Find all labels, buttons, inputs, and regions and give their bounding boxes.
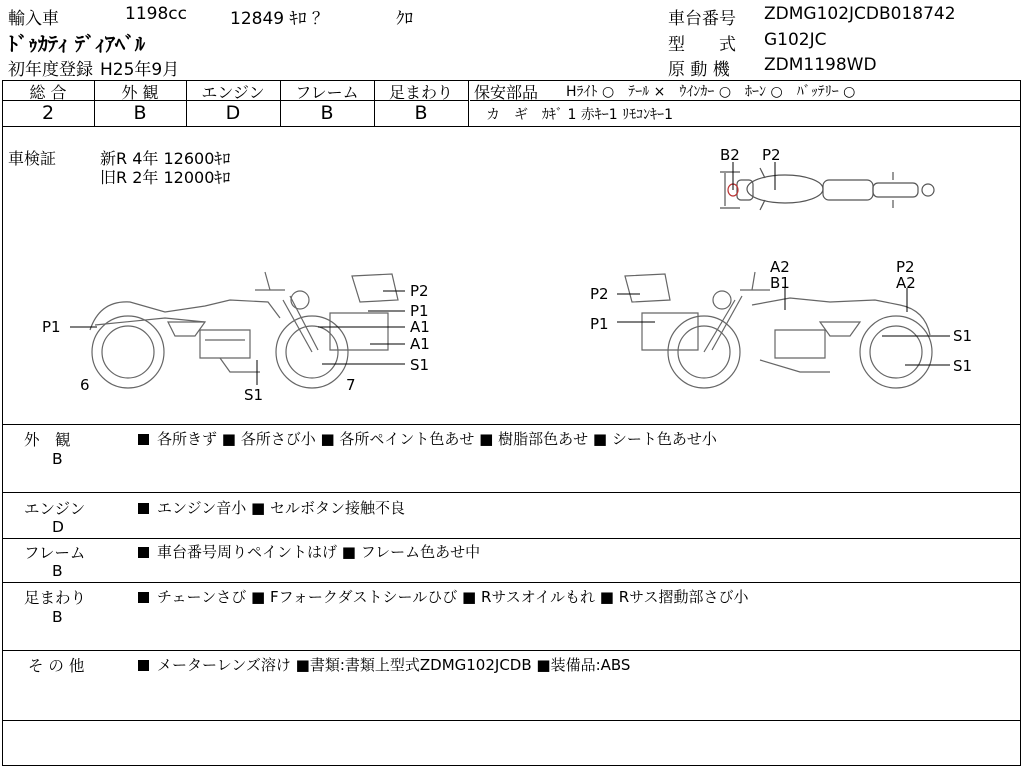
bullet-icon — [138, 503, 149, 514]
diagram-label: 7 — [346, 376, 356, 394]
diagram-label: P2 — [762, 146, 781, 164]
grade-engine: D — [225, 102, 241, 124]
diagram-label: A2 — [770, 258, 790, 276]
registration-label: 初年度登録 — [8, 60, 93, 80]
inspection-new: 新R 4年 12600ｷﾛ — [100, 149, 231, 168]
section-title-suspension: 足まわり — [24, 589, 87, 607]
diagram-label: S1 — [410, 356, 430, 374]
grade-header-engine: エンジン — [201, 83, 265, 102]
keys-info: カ ギ ｶｷﾞ 1 赤ｷｰ1 ﾘﾓｺﾝｷｰ1 — [486, 107, 674, 123]
grade-header-overall: 総 合 — [29, 83, 67, 102]
section-title-frame: フレーム — [24, 544, 86, 562]
section-grade-exterior: B — [52, 450, 63, 468]
bullet-icon — [138, 434, 149, 445]
diagram-label: P2 — [896, 258, 915, 276]
safety-parts-label: 保安部品 — [474, 83, 539, 102]
section-text-suspension: チェーンさび ■ Fフォークダストシールひび ■ Rサスオイルもれ ■ Rサス摺動部さび小 — [138, 586, 749, 607]
frame-number: ZDMG102JCDB018742 — [764, 4, 956, 24]
diagram-label: P2 — [410, 282, 429, 300]
mileage: 12849 ｷﾛ ？ — [230, 9, 329, 29]
import-label: 輸入車 — [8, 9, 59, 29]
motorcycle-diagrams — [0, 140, 1024, 410]
model-label: 型 式 — [668, 35, 736, 55]
diagram-label: A2 — [896, 274, 916, 292]
bike-name: ﾄﾞｩｶﾃｨ ﾃﾞｨｱﾍﾞﾙ — [8, 32, 145, 56]
section-grade-frame: B — [52, 562, 63, 580]
grid-bottom-line — [2, 126, 1021, 127]
frame-number-label: 車台番号 — [668, 9, 736, 29]
grade-frame: B — [320, 102, 334, 124]
safety-parts-status: Hﾗｲﾄ ○ ﾃｰﾙ × ｳｲﾝｶｰ ○ ﾎｰﾝ ○ ﾊﾞｯﾃﾘｰ ○ — [566, 84, 856, 100]
bullet-icon — [138, 660, 149, 671]
section-text-exterior: 各所きず ■ 各所さび小 ■ 各所ペイント色あせ ■ 樹脂部色あせ ■ シート色あせ小 — [138, 428, 717, 449]
color: ｸﾛ — [396, 9, 413, 29]
section-grade-engine: D — [52, 518, 64, 536]
diagram-label: P1 — [42, 318, 61, 336]
grade-header-exterior: 外 観 — [121, 83, 159, 102]
diagram-label: S1 — [953, 357, 973, 375]
section-grade-suspension: B — [52, 608, 63, 626]
grade-header-suspension: 足まわり — [388, 83, 453, 102]
diagram-label: A1 — [410, 318, 430, 336]
registration-value: H25年9月 — [100, 60, 180, 80]
engine-label: 原 動 機 — [668, 60, 730, 80]
grade-suspension: B — [414, 102, 428, 124]
section-title-engine: エンジン — [24, 500, 86, 518]
bullet-icon — [138, 592, 149, 603]
model-value: G102JC — [764, 30, 827, 50]
diagram-label: S1 — [244, 386, 264, 404]
left-side-motorcycle-icon — [90, 272, 398, 388]
diagram-label: P1 — [590, 315, 609, 333]
diagram-label: A1 — [410, 335, 430, 353]
inspection-label: 車検証 — [8, 149, 57, 168]
section-text-frame: 車台番号周りペイントはげ ■ フレーム色あせ中 — [138, 541, 480, 562]
section-title-exterior: 外 観 — [24, 431, 71, 449]
top-view-motorcycle-icon — [720, 168, 934, 210]
diagram-label: S1 — [953, 327, 973, 345]
diagram-label: B1 — [770, 274, 790, 292]
grade-exterior: B — [133, 102, 147, 124]
section-text-other: メーターレンズ溶け ■書類:書類上型式ZDMG102JCDB ■装備品:ABS — [138, 654, 630, 675]
bullet-icon — [138, 547, 149, 558]
displacement: 1198cc — [125, 4, 187, 24]
grade-overall: 2 — [41, 102, 55, 124]
section-title-other: そ の 他 — [28, 657, 85, 675]
grade-header-frame: フレーム — [295, 83, 359, 102]
diagram-label: P2 — [590, 285, 609, 303]
damage-label-group — [42, 146, 972, 404]
diagram-label: P1 — [410, 302, 429, 320]
diagram-label: 6 — [80, 376, 90, 394]
engine-code: ZDM1198WD — [764, 55, 877, 75]
diagram-label: B2 — [720, 146, 740, 164]
inspection-old: 旧R 2年 12000ｷﾛ — [100, 168, 231, 187]
section-text-engine: エンジン音小 ■ セルボタン接触不良 — [138, 497, 405, 518]
